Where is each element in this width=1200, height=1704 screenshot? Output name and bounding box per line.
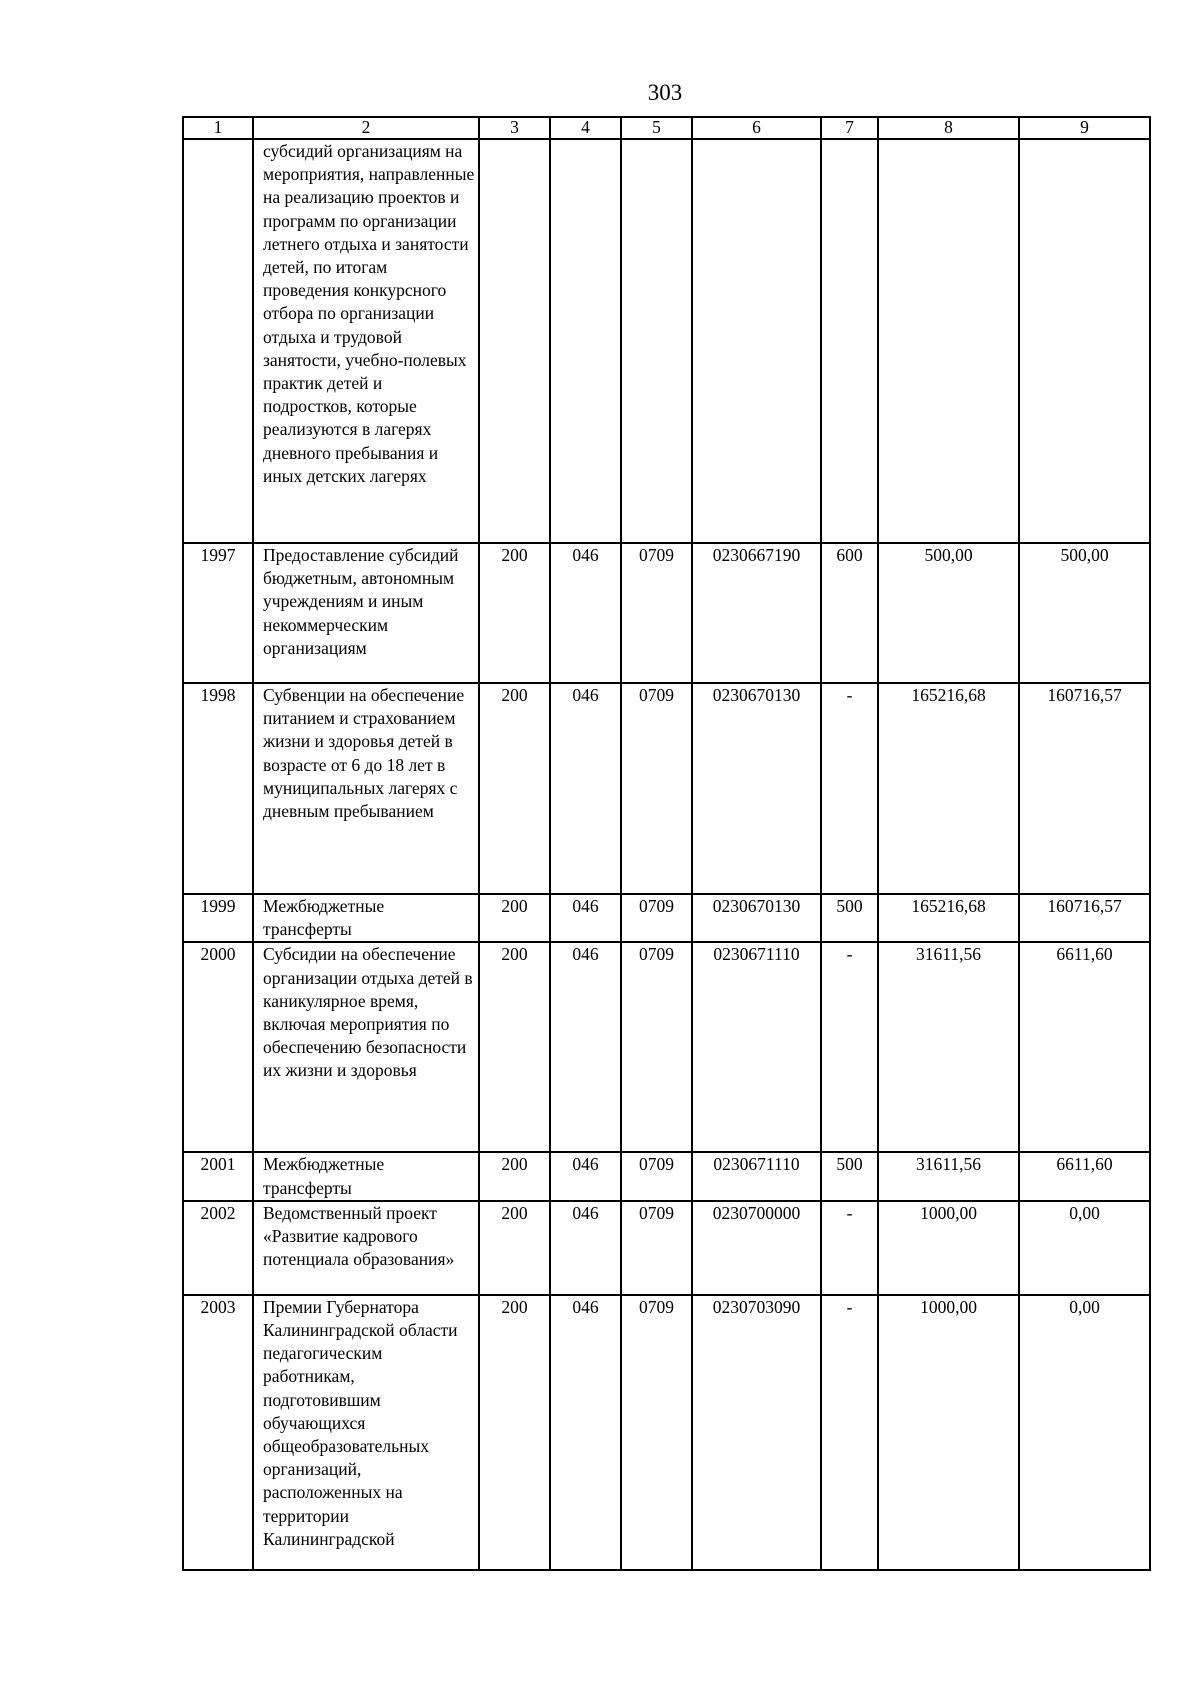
cell-col6: 0230703090 bbox=[692, 1295, 821, 1570]
cell-col7: - bbox=[821, 1201, 878, 1295]
table-row bbox=[183, 683, 1150, 894]
table-row bbox=[183, 543, 1150, 683]
table-row bbox=[183, 1201, 1150, 1295]
row-number: 2000 bbox=[183, 942, 253, 1152]
cell-col4: 046 bbox=[550, 543, 621, 683]
cell-col8: 1000,00 bbox=[878, 1295, 1019, 1570]
cell-col9: 160716,57 bbox=[1019, 683, 1150, 894]
cell-col6: 0230670130 bbox=[692, 894, 821, 942]
cell-col5 bbox=[621, 139, 692, 543]
cell-col3 bbox=[479, 139, 550, 543]
row-number: 1997 bbox=[183, 543, 253, 683]
column-number: 1 bbox=[183, 117, 253, 139]
cell-col8: 31611,56 bbox=[878, 942, 1019, 1152]
cell-col4: 046 bbox=[550, 1201, 621, 1295]
row-number bbox=[183, 139, 253, 543]
column-number: 5 bbox=[621, 117, 692, 139]
row-description: Субсидии на обеспечение организации отдыха детей в каникулярное время, включая мероприятия по обеспечению безопасности их жизни и здоровья bbox=[253, 942, 479, 1152]
cell-col8 bbox=[878, 139, 1019, 543]
cell-col9: 6611,60 bbox=[1019, 942, 1150, 1152]
cell-col4: 046 bbox=[550, 1295, 621, 1570]
row-number: 1998 bbox=[183, 683, 253, 894]
cell-col6: 0230670130 bbox=[692, 683, 821, 894]
cell-col8: 500,00 bbox=[878, 543, 1019, 683]
cell-col3: 200 bbox=[479, 1201, 550, 1295]
cell-col8: 165216,68 bbox=[878, 894, 1019, 942]
cell-col4 bbox=[550, 139, 621, 543]
column-number: 9 bbox=[1019, 117, 1150, 139]
cell-col5: 0709 bbox=[621, 894, 692, 942]
table-row bbox=[183, 1152, 1150, 1200]
cell-col6: 0230667190 bbox=[692, 543, 821, 683]
row-number: 2002 bbox=[183, 1201, 253, 1295]
cell-col3: 200 bbox=[479, 894, 550, 942]
cell-col4: 046 bbox=[550, 942, 621, 1152]
column-number: 4 bbox=[550, 117, 621, 139]
cell-col5: 0709 bbox=[621, 942, 692, 1152]
table-row bbox=[183, 139, 1150, 543]
table-row bbox=[183, 942, 1150, 1152]
cell-col7: 600 bbox=[821, 543, 878, 683]
cell-col4: 046 bbox=[550, 683, 621, 894]
column-number: 6 bbox=[692, 117, 821, 139]
cell-col5: 0709 bbox=[621, 1295, 692, 1570]
column-number: 2 bbox=[253, 117, 479, 139]
table-row bbox=[183, 894, 1150, 942]
page-number: 303 bbox=[647, 80, 683, 105]
cell-col7: 500 bbox=[821, 1152, 878, 1200]
cell-col8: 165216,68 bbox=[878, 683, 1019, 894]
cell-col9: 0,00 bbox=[1019, 1295, 1150, 1570]
cell-col5: 0709 bbox=[621, 543, 692, 683]
cell-col7: - bbox=[821, 1295, 878, 1570]
cell-col7 bbox=[821, 139, 878, 543]
cell-col7: 500 bbox=[821, 894, 878, 942]
row-description: Предоставление субсидий бюджетным, автономным учреждениям и иным некоммерческим организациям bbox=[253, 543, 479, 683]
cell-col3: 200 bbox=[479, 1152, 550, 1200]
cell-col9: 0,00 bbox=[1019, 1201, 1150, 1295]
cell-col4: 046 bbox=[550, 894, 621, 942]
cell-col9: 160716,57 bbox=[1019, 894, 1150, 942]
column-number: 8 bbox=[878, 117, 1019, 139]
table-row bbox=[183, 1295, 1150, 1570]
cell-col7: - bbox=[821, 942, 878, 1152]
row-description: Субвенции на обеспечение питанием и страхованием жизни и здоровья детей в возрасте от 6 до 18 лет в муниципальных лагерях с дневным пребыванием bbox=[253, 683, 479, 894]
cell-col8: 31611,56 bbox=[878, 1152, 1019, 1200]
cell-col4: 046 bbox=[550, 1152, 621, 1200]
row-number: 2001 bbox=[183, 1152, 253, 1200]
row-description: Премии Губернатора Калининградской области педагогическим работникам, подготовившим обучающихся общеобразовательных организаций, расположенных на территории Калининградской bbox=[253, 1295, 479, 1570]
cell-col7: - bbox=[821, 683, 878, 894]
cell-col5: 0709 bbox=[621, 1152, 692, 1200]
cell-col3: 200 bbox=[479, 1295, 550, 1570]
cell-col3: 200 bbox=[479, 683, 550, 894]
cell-col6: 0230671110 bbox=[692, 1152, 821, 1200]
cell-col5: 0709 bbox=[621, 683, 692, 894]
cell-col6: 0230700000 bbox=[692, 1201, 821, 1295]
cell-col9: 6611,60 bbox=[1019, 1152, 1150, 1200]
cell-col3: 200 bbox=[479, 543, 550, 683]
budget-table bbox=[182, 116, 1151, 1571]
cell-col3: 200 bbox=[479, 942, 550, 1152]
cell-col6 bbox=[692, 139, 821, 543]
row-number: 1999 bbox=[183, 894, 253, 942]
cell-col6: 0230671110 bbox=[692, 942, 821, 1152]
cell-col9 bbox=[1019, 139, 1150, 543]
cell-col5: 0709 bbox=[621, 1201, 692, 1295]
column-number: 3 bbox=[479, 117, 550, 139]
row-description: Межбюджетные трансферты bbox=[253, 894, 479, 942]
cell-col9: 500,00 bbox=[1019, 543, 1150, 683]
cell-col8: 1000,00 bbox=[878, 1201, 1019, 1295]
row-description: субсидий организациям на мероприятия, направленные на реализацию проектов и программ по организации летнего отдыха и занятости детей, по итогам проведения конкурсного отбора по организации отдыха и трудовой занятости, учебно-полевых практик детей и подростков, которые реализуются в лагерях дневного пребывания и иных детских лагерях bbox=[253, 139, 479, 543]
column-number: 7 bbox=[821, 117, 878, 139]
row-description: Межбюджетные трансферты bbox=[253, 1152, 479, 1200]
row-number: 2003 bbox=[183, 1295, 253, 1570]
row-description: Ведомственный проект «Развитие кадрового потенциала образования» bbox=[253, 1201, 479, 1295]
column-number-row bbox=[183, 117, 1150, 139]
